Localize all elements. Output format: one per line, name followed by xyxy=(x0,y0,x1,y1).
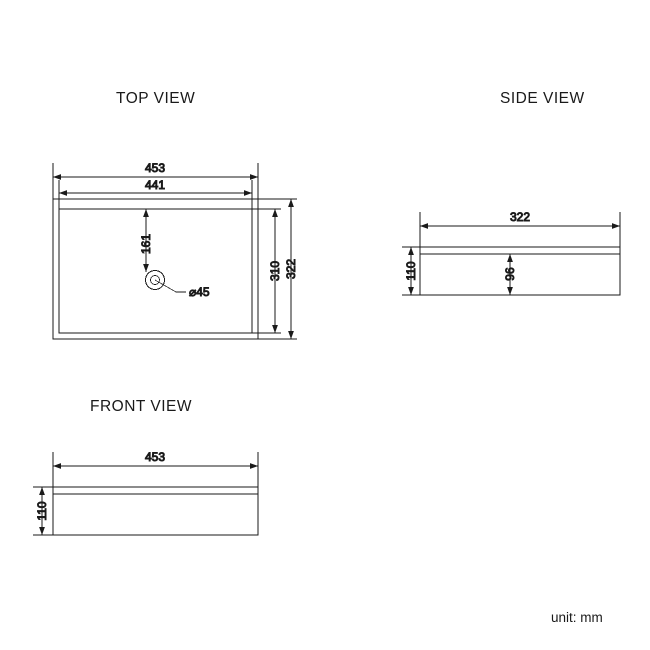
side-view-group xyxy=(402,212,620,295)
top-drain-diameter-text: ⌀45 xyxy=(189,285,210,299)
side-depth-text: 322 xyxy=(509,210,531,224)
side-drain-offset-text: 96 xyxy=(503,267,517,281)
top-outer-width-text: 453 xyxy=(144,161,166,175)
top-inner-depth-text: 310 xyxy=(268,260,282,282)
top-view-group xyxy=(53,163,297,339)
top-drain-offset-text: 161 xyxy=(139,233,153,255)
front-height-text: 110 xyxy=(35,501,49,521)
front-view-title: FRONT VIEW xyxy=(90,398,193,415)
unit-note: unit: mm xyxy=(551,610,603,625)
side-view-title: SIDE VIEW xyxy=(500,90,585,107)
top-view-title: TOP VIEW xyxy=(116,90,196,107)
top-outer-depth-text: 322 xyxy=(284,258,298,280)
front-width-text: 453 xyxy=(144,450,166,464)
front-view-group xyxy=(33,452,258,535)
top-inner-width-text: 441 xyxy=(144,178,166,192)
side-height-text: 110 xyxy=(404,261,418,281)
